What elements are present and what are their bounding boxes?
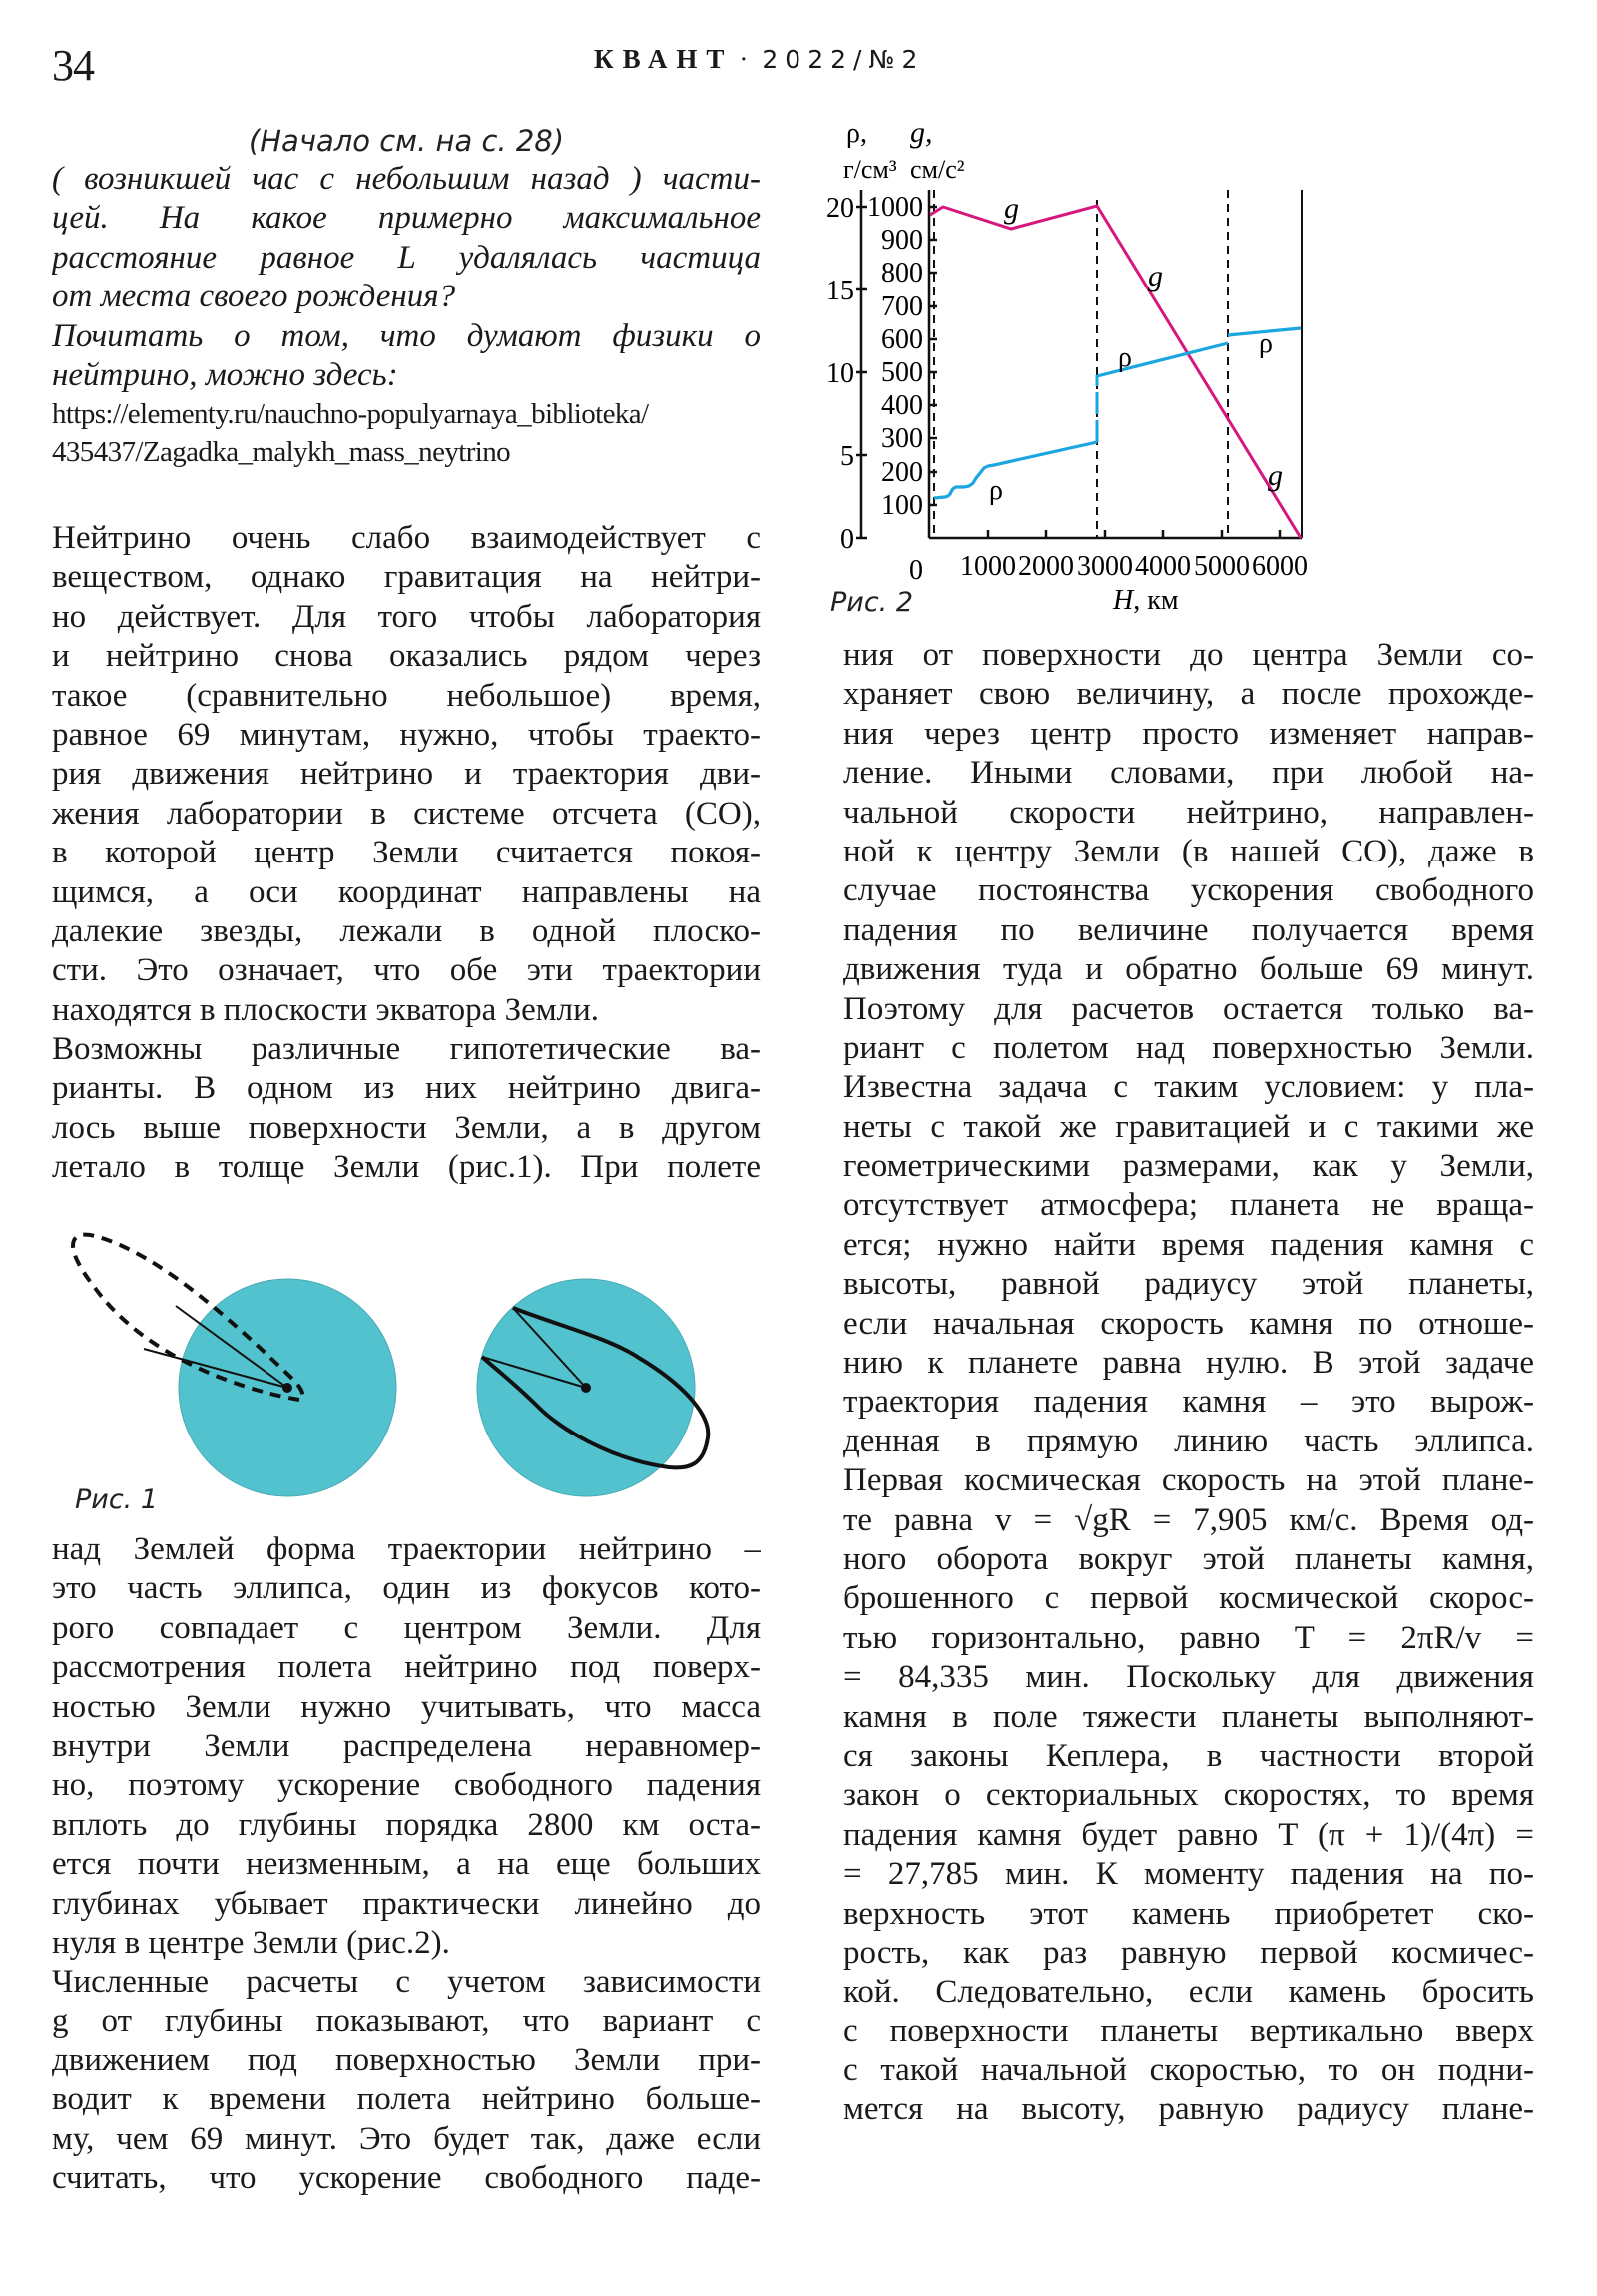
svg-text:600: 600 <box>881 324 923 355</box>
text-line: кой. Следовательно, если камень бросить <box>843 1974 1534 2010</box>
text-line: рассмотрения полета нейтрино под поверх- <box>52 1649 761 1686</box>
text-line: денная в прямую линию часть эллипса. <box>843 1423 1534 1459</box>
svg-text:100: 100 <box>881 490 923 521</box>
x-axis-label: H, км <box>1113 585 1179 616</box>
question-text <box>52 160 761 395</box>
running-header <box>594 44 924 75</box>
text-line: ния от поверхности до центра Земли со- <box>843 637 1534 673</box>
text-line: жения лаборатории в системе отсчета (СО), <box>52 795 761 832</box>
text-line: щимся, а оси координат направлены на <box>52 873 761 910</box>
svg-text:400: 400 <box>881 390 923 421</box>
svg-text:4000: 4000 <box>1135 551 1191 582</box>
text-line: нию к планете равна нулю. В этой задаче <box>843 1345 1534 1382</box>
text-line: нуля в центре Земли (рис.2). <box>52 1924 450 1961</box>
text-line: падения по величине получается время <box>843 911 1534 948</box>
series-labels <box>1004 192 1283 492</box>
text-line: ется почти неизменным, а на еще больших <box>52 1846 761 1883</box>
svg-text:g: g <box>1268 459 1283 492</box>
layer-boundaries <box>934 190 1228 538</box>
svg-text:5: 5 <box>840 441 854 472</box>
text-line: глубинах убывает практически линейно до <box>52 1885 761 1922</box>
svg-text:ρ: ρ <box>1259 328 1273 359</box>
svg-text:700: 700 <box>881 291 923 322</box>
text-line: вплоть до глубины порядка 2800 км оста- <box>52 1806 761 1843</box>
text-line: равное 69 минутам, нужно, чтобы траекто- <box>52 716 761 753</box>
left-column-body-2 <box>52 1530 761 2199</box>
rho-series-labels <box>989 328 1273 506</box>
text-line: Почитать о том, что думают физики о <box>52 317 761 354</box>
text-line: Известна задача с таким условием: у пла- <box>843 1069 1534 1106</box>
svg-text:1000: 1000 <box>960 551 1016 582</box>
text-line: ного оборота вокруг этой планеты камня, <box>843 1540 1534 1577</box>
text-line: от места своего рождения? <box>52 279 456 315</box>
text-line: ( возникшей час с небольшим назад ) части- <box>52 161 761 197</box>
formula-line: падения камня будет равно T (π + 1)/(4π) = <box>843 1816 1534 1853</box>
text-line: сти. Это означает, что обе эти траектории <box>52 952 761 989</box>
svg-text:10: 10 <box>826 358 854 389</box>
text-line: рость, как раз равную первой космичес- <box>843 1934 1534 1971</box>
rho-series-line <box>934 442 1097 498</box>
text-line: рого совпадает с центром Земли. Для <box>52 1609 761 1646</box>
figure-2-chart <box>818 100 1597 639</box>
text-line: нейтрино, можно здесь: <box>52 356 398 393</box>
formula-line: тью горизонтально, равно T = 2πR/v = <box>843 1619 1534 1656</box>
reference-link[interactable]: 435437/Zagadka_malykh_mass_neytrino <box>52 436 511 469</box>
text-line: ния через центр просто изменяет направ- <box>843 715 1534 752</box>
svg-text:g: g <box>1148 260 1163 292</box>
text-line: закон о секториальных скоростях, то время <box>843 1777 1534 1814</box>
text-line: случае постоянства ускорения свободного <box>843 872 1534 909</box>
text-line: движения туда и обратно больше 69 минут. <box>843 951 1534 988</box>
text-line: храняет свою величину, а после прохожде- <box>843 676 1534 713</box>
text-line: если начальная скорость камня по отноше- <box>843 1305 1534 1342</box>
page-number: 34 <box>52 41 94 90</box>
text-line: верхность этот камень приобретет ско- <box>843 1895 1534 1932</box>
text-line: ется; нужно найти время падения камня с <box>843 1226 1534 1263</box>
text-line: находятся в плоскости экватора Земли. <box>52 991 600 1028</box>
text-line: это часть эллипса, один из фокусов кото- <box>52 1570 761 1607</box>
reference-link[interactable]: https://elementy.ru/nauchno-populyarnaya_biblioteka/ <box>52 398 649 431</box>
issue-number: 2022/№2 <box>762 45 925 74</box>
text-line: движением под поверхностью Земли при- <box>52 2042 761 2079</box>
svg-text:15: 15 <box>826 276 854 306</box>
text-line: геометрическими размерами, как у Земли, <box>843 1148 1534 1185</box>
text-line: Поэтому для расчетов остается только ва- <box>843 990 1534 1027</box>
text-line: риант с полетом над поверхностью Земли. <box>843 1029 1534 1066</box>
text-line: и нейтрино снова оказались рядом через <box>52 638 761 675</box>
text-line: с поверхности планеты вертикально вверх <box>843 2012 1534 2049</box>
text-line: Первая космическая скорость на этой плане- <box>843 1462 1534 1499</box>
continuation-note: (Начало см. на с. 28) <box>248 124 565 158</box>
text-line: высоты, равной радиусу этой планеты, <box>843 1266 1534 1303</box>
svg-text:2000: 2000 <box>1018 551 1074 582</box>
text-line: ся законы Кеплера, в частности второй <box>843 1737 1534 1774</box>
right-column-body <box>843 636 1534 2130</box>
text-line: в которой центр Земли считается покоя- <box>52 835 761 871</box>
svg-text:g: g <box>1004 192 1019 225</box>
svg-text:20: 20 <box>826 193 854 224</box>
text-line: лось выше поверхности Земли, а в другом <box>52 1109 761 1146</box>
text-line: цей. На какое примерно максимальное <box>52 200 761 237</box>
text-line: рианты. В одном из них нейтрино двига- <box>52 1070 761 1107</box>
svg-text:900: 900 <box>881 225 923 256</box>
figure-1-drawing <box>40 1223 779 1522</box>
text-line: Численные расчеты с учетом зависимости <box>52 1964 761 2001</box>
svg-text:6000: 6000 <box>1252 551 1308 582</box>
text-line: g от глубины показывают, что вариант с <box>52 2003 761 2039</box>
svg-text:800: 800 <box>881 258 923 288</box>
text-line: = 27,785 мин. К моменту падения на по- <box>843 1856 1534 1893</box>
text-line: с такой начальной скоростью, то он подни- <box>843 2052 1534 2089</box>
magazine-title: КВАНТ <box>594 44 734 74</box>
text-line: траектория падения камня – это вырож- <box>843 1384 1534 1421</box>
g-axis-ticks <box>867 192 937 586</box>
svg-text:3000: 3000 <box>1077 551 1133 582</box>
g-axis-label: g, <box>910 116 933 149</box>
svg-text:ρ: ρ <box>989 475 1003 506</box>
g-axis-unit: см/с² <box>910 155 965 184</box>
rho-axis-unit: г/см³ <box>843 155 897 184</box>
text-line: ление. Иными словами, при любой на- <box>843 755 1534 792</box>
figure-2-caption: Рис. 2 <box>830 587 914 618</box>
svg-text:500: 500 <box>881 357 923 388</box>
text-line: мется на высоту, равную радиусу плане- <box>843 2091 1534 2128</box>
text-line: но действует. Для того чтобы лаборатория <box>52 598 761 635</box>
svg-text:200: 200 <box>881 457 923 488</box>
text-line: водит к времени полета нейтрино больше- <box>52 2081 761 2118</box>
text-line: над Землей форма траектории нейтрино – <box>52 1531 761 1567</box>
left-column-intro <box>52 122 761 471</box>
figure-1 <box>40 1223 779 1522</box>
text-line: ностью Земли нужно учитывать, что масса <box>52 1688 761 1725</box>
text-line: камня в поле тяжести планеты выполняют- <box>843 1698 1534 1735</box>
text-line: но, поэтому ускорение свободного падения <box>52 1767 761 1804</box>
text-line: веществом, однако гравитация на нейтри- <box>52 559 761 596</box>
figure-1-caption: Рис. 1 <box>75 1484 159 1515</box>
text-line: Возможны различные гипотетические ва- <box>52 1031 761 1068</box>
svg-text:5000: 5000 <box>1194 551 1250 582</box>
text-line: расстояние равное L удалялась частица <box>52 239 761 276</box>
text-line: неты с такой же гравитацией и с такими же <box>843 1108 1534 1145</box>
svg-text:0: 0 <box>840 524 854 555</box>
text-line: = 84,335 мин. Поскольку для движения <box>843 1659 1534 1696</box>
left-column-body-1 <box>52 519 761 1188</box>
svg-text:ρ: ρ <box>1118 342 1132 373</box>
text-line: Нейтрино очень слабо взаимодействует с <box>52 520 761 556</box>
svg-text:0: 0 <box>909 555 923 586</box>
text-line: брошенного с первой космической скорос- <box>843 1580 1534 1617</box>
svg-text:300: 300 <box>881 423 923 454</box>
header-separator: · <box>739 44 749 74</box>
svg-text:1000: 1000 <box>867 192 923 223</box>
formula-line: те равна v = √gR = 7,905 км/с. Время од- <box>843 1501 1534 1538</box>
text-line: му, чем 69 минут. Это будет так, даже если <box>52 2120 761 2157</box>
text-line: считать, что ускорение свободного паде- <box>52 2160 761 2197</box>
text-line: далекие звезды, лежали в одной плоско- <box>52 912 761 949</box>
text-line: ной к центру Земли (в нашей СО), даже в <box>843 833 1534 869</box>
text-line: чальной скорости нейтрино, направлен- <box>843 794 1534 831</box>
text-line: летало в толще Земли (рис.1). При полете <box>52 1149 761 1186</box>
density-gravity-chart <box>818 100 1597 639</box>
text-line: такое (сравнительно небольшое) время, <box>52 677 761 714</box>
text-line: рия движения нейтрино и траектория дви- <box>52 756 761 793</box>
text-line: отсутствует атмосфера; планета не враща- <box>843 1187 1534 1224</box>
text-line: внутри Земли распределена неравномер- <box>52 1727 761 1764</box>
rho-axis-label: ρ, <box>846 118 867 149</box>
